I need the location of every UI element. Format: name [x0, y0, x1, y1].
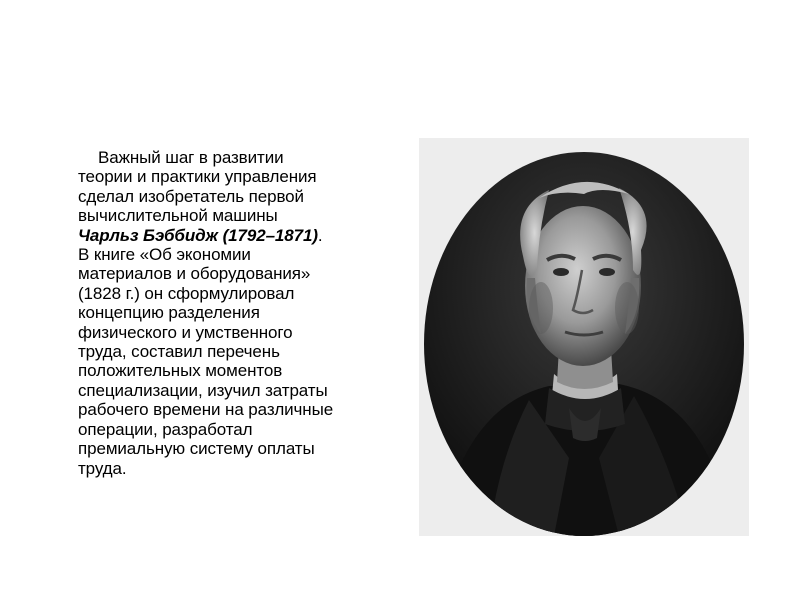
body-text	[78, 148, 396, 478]
portrait-image	[419, 138, 749, 536]
text-line: Важный шаг в развитии	[98, 148, 284, 167]
text-line: концепцию разделения	[78, 303, 260, 323]
text-line: В книге «Об экономии	[78, 245, 251, 265]
text-line: рабочего времени на различные	[78, 400, 334, 420]
text-line: положительных моментов	[78, 361, 283, 381]
text-line: операции, разработал	[78, 419, 253, 439]
text-line: физического и умственного	[78, 322, 293, 342]
text-line: (1828 г.) он сформулировал	[78, 283, 295, 303]
text-line: вычислительной машины	[78, 206, 278, 226]
portrait-illustration	[419, 138, 749, 536]
text-line: труда, составил перечень	[78, 342, 280, 362]
text-line: премиальную систему оплаты	[78, 439, 315, 459]
text-line: теории и практики управления	[78, 167, 317, 187]
author-suffix: .	[317, 225, 323, 245]
author-name: Чарльз Бэббидж (1792–1871)	[78, 225, 318, 245]
text-line: труда.	[78, 458, 127, 478]
text-line: сделал изобретатель первой	[78, 186, 304, 206]
author-line	[78, 226, 396, 245]
text-line: специализации, изучил затраты	[78, 380, 328, 400]
text-line: материалов и оборудования»	[78, 264, 311, 284]
paragraph	[78, 148, 396, 478]
